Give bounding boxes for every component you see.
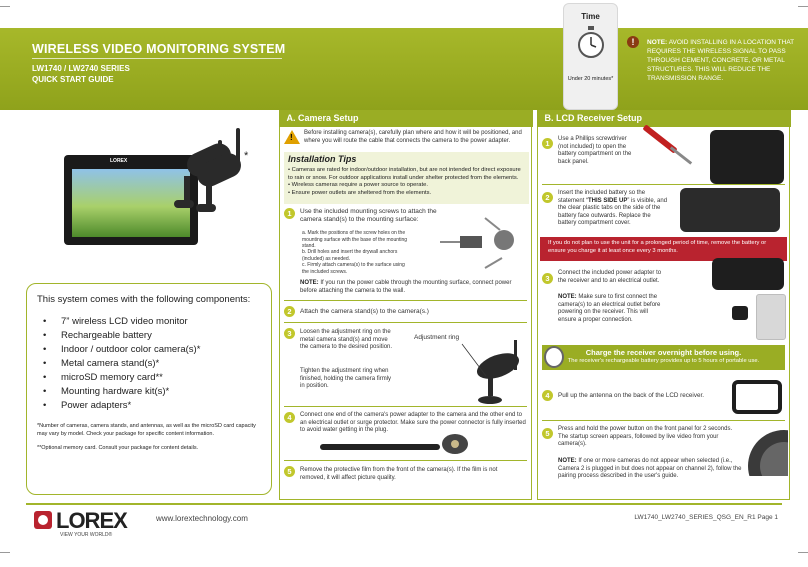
list-item: • Metal camera stand(s)* — [43, 357, 261, 371]
step-note — [300, 280, 528, 295]
power-adapter-image — [732, 306, 748, 320]
charge-title: Charge the receiver overnight before using. — [585, 348, 742, 357]
divider — [284, 300, 527, 301]
divider — [284, 322, 527, 323]
document-code: LW1740_LW2740_SERIES_QSG_EN_R1 Page 1 — [634, 514, 778, 521]
tips-list — [288, 167, 526, 197]
website-link[interactable]: www.lorextechnology.com — [156, 514, 248, 523]
warning-icon: ! — [627, 36, 639, 48]
note-label: NOTE: — [558, 458, 577, 464]
lorex-logo-icon — [34, 511, 52, 529]
camera-setup-heading: A. Camera Setup — [279, 110, 533, 127]
tip-item: • Ensure power outlets are sheltered from the elements. — [288, 189, 432, 196]
receiver-setup-heading: B. LCD Receiver Setup — [537, 110, 791, 127]
list-item: • 7” wireless LCD video monitor — [43, 315, 261, 329]
step-note — [558, 458, 742, 481]
time-label: Time — [581, 12, 600, 21]
footnote: *Number of cameras, camera stands, and antennas, as well as the microSD card capacity may vary by model. Check your package for specific content information. — [37, 423, 256, 437]
step-number: 3 — [542, 273, 553, 284]
step-text: Loosen the adjustment ring on the metal camera stand(s) and move the camera to the desired position. — [300, 329, 393, 351]
battery-notice: If you do not plan to use the unit for a prolonged period of time, remove the battery or ensure you charge it at least once every 3 months. — [540, 237, 787, 261]
receiver-setup-panel — [537, 110, 790, 500]
connector-closeup — [440, 432, 470, 456]
step-text: Remove the protective film from the front of the camera(s). If the film is not removed, it will affect picture quality. — [300, 467, 498, 481]
tip-item: • Cameras are rated for indoor/outdoor installation, but are not intended for direct exposure to rain or snow. For outdoor applications install under shelter protected from the elements. — [288, 167, 521, 181]
receiver-back-image — [710, 130, 784, 184]
step-number: 4 — [542, 390, 553, 401]
logo-tagline: VIEW YOUR WORLD® — [60, 532, 113, 538]
page-title: WIRELESS VIDEO MONITORING SYSTEM — [32, 42, 286, 56]
components-box — [26, 283, 272, 495]
step-note — [558, 294, 662, 324]
stopwatch-icon — [544, 346, 564, 368]
components-intro: This system comes with the following components: — [37, 294, 251, 305]
divider — [284, 406, 527, 407]
tips-title: Installation Tips — [288, 154, 357, 164]
step-number: 5 — [542, 428, 553, 439]
camera-adjust-diagram — [458, 340, 530, 406]
crop-mark — [798, 6, 808, 7]
step-text: Use the included mounting screws to attach the camera stand(s) to the mounting surface: — [300, 208, 437, 223]
crop-mark — [0, 552, 10, 553]
top-note — [647, 38, 797, 83]
camera-base — [174, 200, 194, 208]
charge-banner — [542, 345, 785, 370]
step-text: Tighten the adjustment ring when finished, holding the camera firmly in position. — [300, 368, 392, 390]
step-number: 4 — [284, 412, 295, 423]
note-text: If you run the power cable through the mounting surface, connect power before attaching the camera to the wall. — [300, 280, 512, 294]
tip-item: • Wireless cameras require a power source to operate. — [288, 182, 428, 188]
receiver-image — [712, 258, 784, 290]
wall-outlet-image — [756, 294, 786, 340]
note-text: If one or more cameras do not appear when selected (i.e., Camera 2 is plugged in but does not appear on channel 2), follow the pairing process described in the user's guide. — [558, 458, 742, 480]
step2-pre: Insert the included battery so the statement “ — [558, 190, 646, 204]
footer-divider — [26, 503, 782, 505]
step-number: 5 — [284, 466, 295, 477]
power-cable — [320, 444, 440, 450]
list-item: • Mounting hardware kit(s)* — [43, 385, 261, 399]
step-number: 3 — [284, 328, 295, 339]
power-button-image — [744, 426, 788, 476]
adjustment-ring-label: Adjustment ring — [414, 334, 460, 341]
substep-text: a. Mark the positions of the screw holes on the mounting surface with the base of the mounting stand. — [302, 230, 408, 249]
camera-setup-intro: Before installing camera(s), carefully plan where and how it will be positioned, and where you will route the cable that connects the camera to the power adapter. — [304, 130, 522, 144]
note-label: NOTE: — [558, 294, 577, 300]
camera-setup-panel — [279, 110, 532, 500]
installation-tips-box — [284, 152, 529, 204]
step-text: Use a Phillips screwdriver (not included) to open the battery compartment on the back panel. — [558, 136, 632, 165]
step-text — [558, 190, 670, 228]
step-number: 2 — [542, 192, 553, 203]
camera-base — [196, 204, 216, 212]
step2-post: ” is visible, and the clear plastic tabs on the side of the battery face outwards. Replace the battery compartment cover. — [558, 197, 668, 227]
charge-subtitle: The receiver's rechargeable battery provides up to 5 hours of portable use. — [567, 358, 760, 364]
title-underline — [32, 58, 282, 59]
divider — [284, 460, 527, 461]
guide-label: QUICK START GUIDE — [32, 75, 114, 84]
monitor-brand: LOREX — [110, 158, 128, 164]
step-text: Connect one end of the camera's power adapter to the camera and the other end to an electrical outlet or surge protector. Make sure the power connector is fully inserted to avoid water getting in the plug. — [300, 412, 526, 434]
step2-bold: THIS SIDE UP — [588, 197, 628, 204]
note-label: NOTE: — [300, 280, 319, 286]
list-item: • Power adapters* — [43, 399, 261, 413]
receiver-antenna-image — [732, 380, 782, 414]
mounting-diagram — [430, 208, 520, 276]
screwdriver-tip — [670, 146, 692, 164]
step-text: Attach the camera stand(s) to the camera(s.) — [300, 308, 429, 315]
series-label: LW1740 / LW2740 SERIES — [32, 64, 130, 73]
stopwatch-icon — [578, 26, 604, 60]
caution-icon: ! — [284, 130, 300, 144]
step-text: Connect the included power adapter to the receiver and to an electrical outlet. — [558, 270, 662, 284]
time-box — [563, 3, 618, 110]
crop-mark — [798, 552, 808, 553]
divider — [542, 184, 785, 185]
battery-image — [680, 188, 780, 232]
substep-text: c. Firmly attach camera(s) to the surface using the included screws. — [302, 262, 405, 275]
time-under-label: Under 20 minutes* — [567, 76, 614, 82]
lorex-logo — [34, 508, 144, 536]
note-text: Make sure to first connect the camera(s) to an electrical outlet before powering on the receiver. This will ensure a proper connection. — [558, 294, 661, 323]
product-asterisk: * — [244, 150, 249, 162]
step-text: Press and hold the power button on the front panel for 2 seconds. The startup screen appears, followed by live video from your camera(s). — [558, 426, 733, 448]
substep-text: b. Drill holes and insert the drywall anchors (included) as needed. — [302, 249, 398, 262]
step-text: Pull up the antenna on the back of the LCD receiver. — [558, 392, 704, 399]
step-number: 2 — [284, 306, 295, 317]
step-number: 1 — [284, 208, 295, 219]
camera-stand — [206, 178, 212, 206]
crop-mark — [0, 6, 10, 7]
divider — [542, 420, 785, 421]
list-item: • Indoor / outdoor color camera(s)* — [43, 343, 261, 357]
list-item: • microSD memory card** — [43, 371, 261, 385]
step-number: 1 — [542, 138, 553, 149]
monitor-screen — [72, 169, 190, 237]
top-note-prefix: NOTE: — [647, 39, 668, 46]
logo-wordmark: LOREX — [56, 508, 127, 533]
components-list — [43, 315, 261, 413]
top-note-text: AVOID INSTALLING IN A LOCATION THAT REQUIRES THE WIRELESS SIGNAL TO PASS THROUGH CEMENT, CONCRETE, OR METAL STRUCTURES. THIS WILL REDUCE THE TRANSMISSION RANGE. — [647, 39, 795, 82]
footnote: **Optional memory card. Consult your package for content details. — [37, 445, 199, 451]
list-item: • Rechargeable battery — [43, 329, 261, 343]
